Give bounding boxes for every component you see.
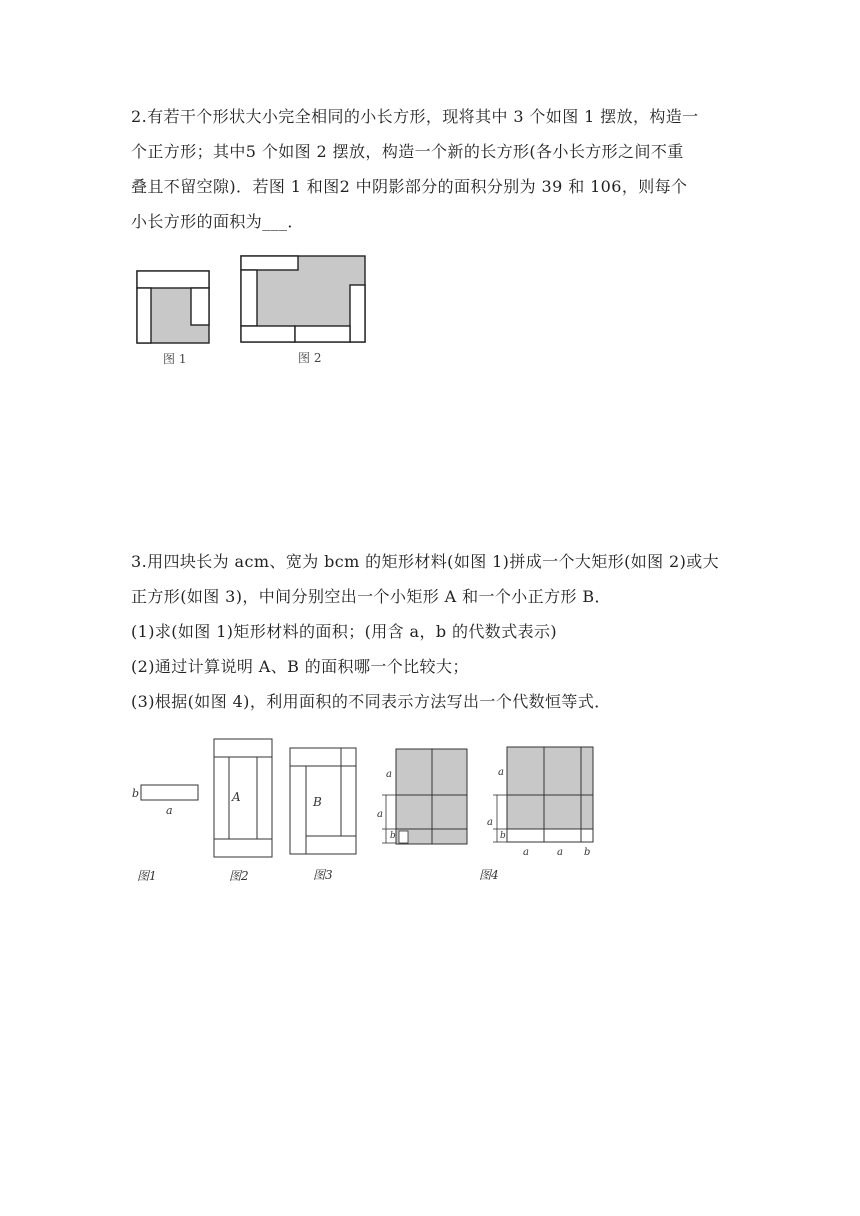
fig4-right-label-a-top: a — [498, 767, 504, 778]
fig2-bottom-right-rectangle — [295, 326, 350, 342]
fig2-left-rectangle — [241, 270, 257, 326]
fig1-caption: 图 1 — [163, 352, 187, 366]
fig4-caption: 图4 — [479, 868, 499, 882]
problem3-line-2: 正方形(如图 3)，中间分别空出一个小矩形 A 和一个小正方形 B． — [131, 587, 611, 606]
fig1-caption: 图1 — [137, 869, 157, 883]
problem3-figure-4-right — [478, 745, 603, 885]
problem3-figure-1 — [130, 780, 205, 885]
problem3-line-5: (3)根据(如图 4)，利用面积的不同表示方法写出一个代数恒等式． — [131, 692, 611, 711]
fig2-caption: 图2 — [229, 869, 249, 883]
fig4-right-label-b-side: b — [500, 831, 506, 841]
problem2-figure-1 — [136, 270, 211, 370]
fig4-right-label-a-bottom-1: a — [523, 847, 529, 858]
fig2-label-A: A — [232, 790, 241, 804]
fig3-caption: 图3 — [313, 868, 333, 882]
fig4-left-label-a-mid: a — [377, 809, 383, 820]
problem2-figure-2 — [240, 255, 368, 370]
problem2-line-1: 2.有若干个形状大小完全相同的小长方形，现将其中 3 个如图 1 摆放，构造一 — [131, 107, 699, 126]
fig1-left-rectangle — [137, 288, 151, 343]
fig3-outer — [290, 748, 356, 854]
problem3-line-1: 3.用四块长为 acm、宽为 bcm 的矩形材料(如图 1)拼成一个大矩形(如图 2)或大 — [131, 552, 720, 571]
fig4-left-small-square — [399, 831, 408, 843]
fig1-top-rectangle — [137, 271, 209, 288]
fig4-right-label-b-bottom: b — [584, 847, 591, 858]
problem3-line-4: (2)通过计算说明 A、B 的面积哪一个比较大； — [131, 657, 469, 676]
problem2-line-3: 叠且不留空隙)．若图 1 和图2 中阴影部分的面积分别为 39 和 106，则每个 — [131, 177, 688, 196]
fig1-material-rectangle — [141, 785, 198, 800]
problem3-figure-3 — [289, 746, 359, 886]
fig4-left-label-b: b — [390, 831, 396, 841]
fig4-right-label-a-bottom-2: a — [557, 847, 563, 858]
fig4-left-label-a-top: a — [386, 769, 392, 780]
problem3-figure-2 — [213, 737, 275, 887]
fig2-bottom-left-rectangle — [241, 326, 295, 342]
problem3-figure-4-left — [372, 747, 472, 847]
fig1-label-a: a — [166, 804, 173, 817]
fig2-caption: 图 2 — [298, 351, 322, 365]
fig4-right-bottom-strip — [507, 829, 593, 842]
fig2-top-rectangle — [241, 256, 298, 270]
fig1-label-b: b — [132, 787, 140, 800]
fig1-right-rectangle — [191, 288, 209, 325]
problem2-line-2: 个正方形；其中5 个如图 2 摆放，构造一个新的长方形(各小长方形之间不重 — [131, 142, 684, 161]
fig2-right-rectangle — [350, 285, 365, 342]
problem2-line-4: 小长方形的面积为___． — [131, 212, 304, 231]
problem3-line-3: (1)求(如图 1)矩形材料的面积；(用含 a，b 的代数式表示) — [131, 622, 558, 641]
fig3-label-B: B — [313, 795, 322, 809]
fig4-right-label-a-mid: a — [487, 817, 493, 828]
